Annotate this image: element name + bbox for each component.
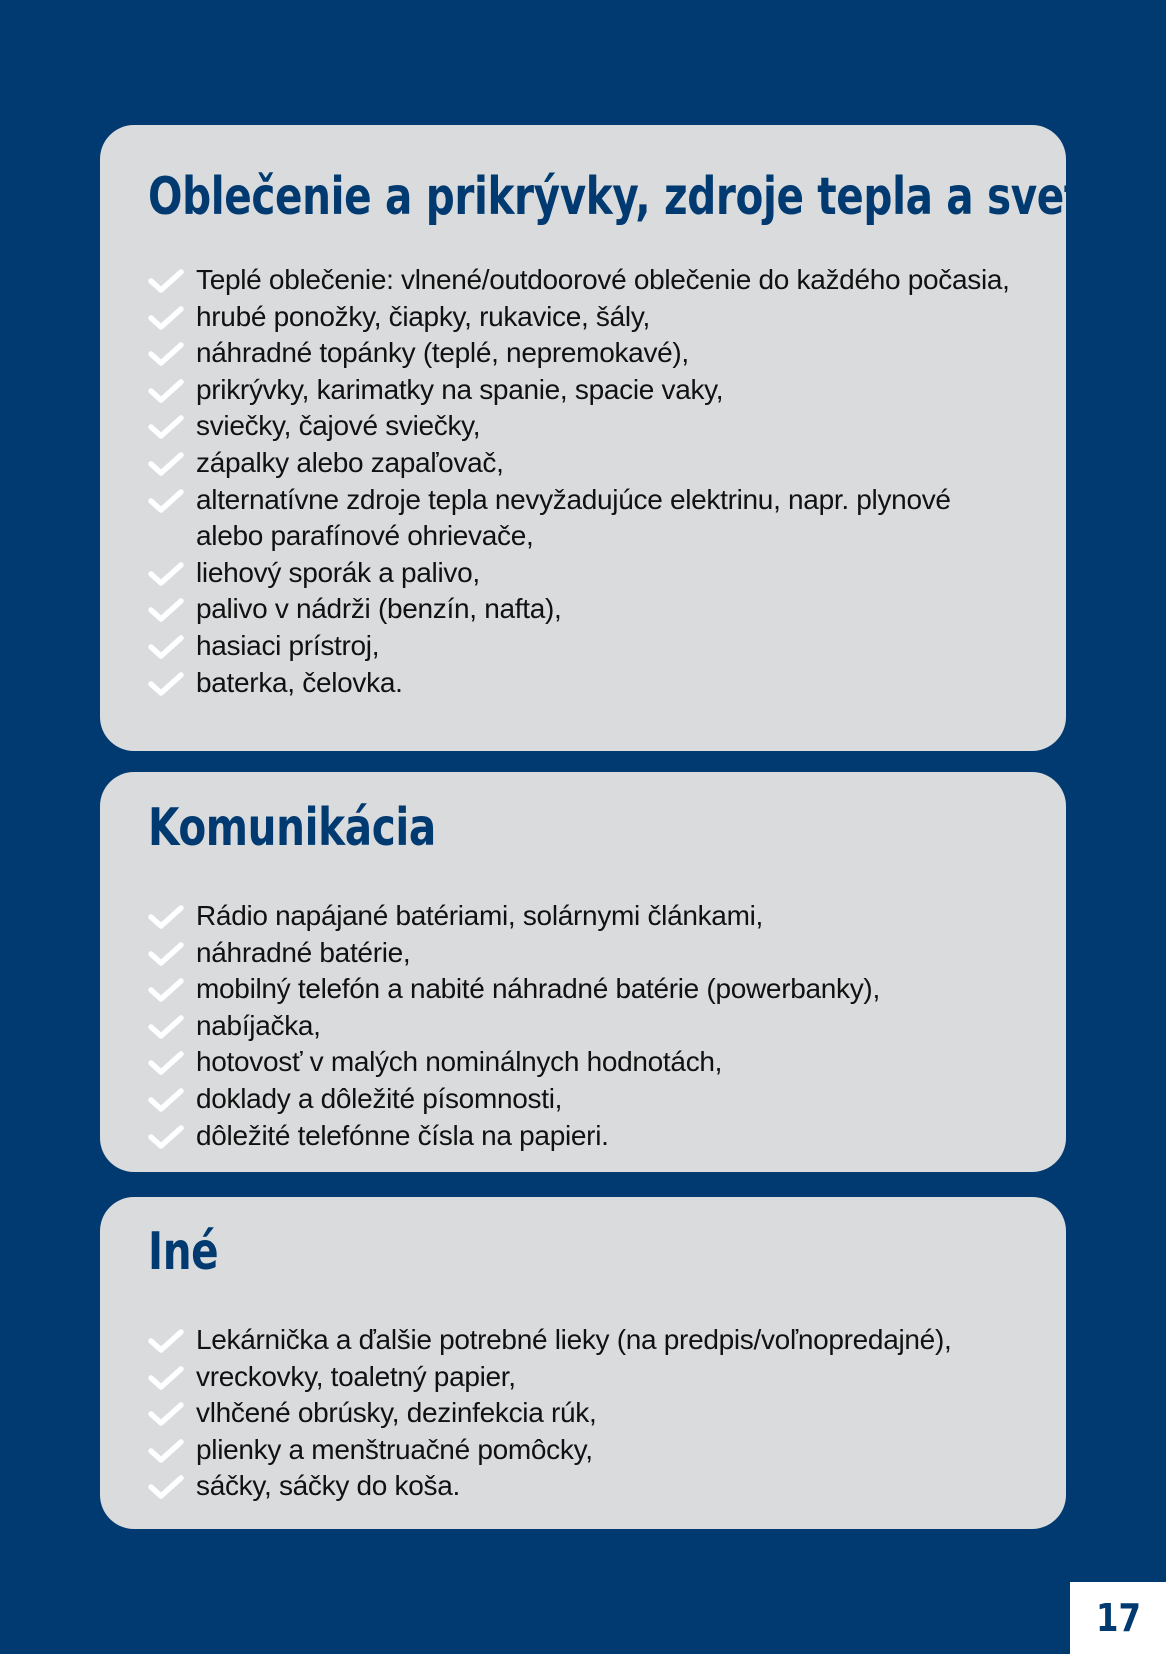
checklist-item-text: baterka, čelovka. [196,666,403,698]
check-icon [148,488,184,514]
checklist [148,898,1046,1154]
check-icon [148,1474,184,1500]
check-icon [148,904,184,930]
check-icon [148,1014,184,1040]
check-icon [148,634,184,660]
checklist-item-text: Rádio napájané batériami, solárnymi článkami, [196,900,764,931]
check-icon [148,378,184,404]
check-icon [148,1124,184,1150]
checklist-item [148,591,1046,628]
section-title: Oblečenie a prikrývky, zdroje tepla a svetla [148,167,1124,227]
page-number: 17 [1095,1596,1141,1640]
checklist-item [148,262,1046,299]
check-icon [148,1328,184,1354]
checklist-item [148,898,1046,935]
check-icon [148,561,184,587]
checklist-item [148,299,1046,336]
checklist-item [148,1118,1046,1155]
checklist-item [148,372,1046,409]
checklist-item-text: prikrývky, karimatky na spanie, spacie vaky, [196,373,724,405]
check-icon [148,941,184,967]
section-card-communication [100,772,1066,1172]
checklist-item-text: sviečky, čajové sviečky, [196,410,481,442]
checklist-item-text: palivo v nádrži (benzín, nafta), [196,593,562,625]
page-number-box [1070,1582,1166,1654]
check-icon [148,414,184,440]
checklist-item [148,935,1046,972]
checklist-item [148,1468,1046,1505]
checklist-item [148,1359,1046,1396]
checklist-item [148,555,1046,592]
checklist-item-text: nabíjačka, [196,1009,321,1041]
check-icon [148,671,184,697]
check-icon [148,1401,184,1427]
checklist-item [148,1008,1046,1045]
check-icon [148,1087,184,1113]
section-title: Iné [148,1222,219,1282]
check-icon [148,1438,184,1464]
checklist-item-text: zápalky alebo zapaľovač, [196,446,504,478]
checklist-item-text: hotovosť v malých nominálnych hodnotách, [196,1046,723,1078]
section-card-other [100,1197,1066,1529]
check-icon [148,1365,184,1391]
checklist-item [148,1395,1046,1432]
checklist-item-text: mobilný telefón a nabité náhradné batérie (powerbanky), [196,973,880,1005]
checklist-item-text: Teplé oblečenie: vlnené/outdoorové oblečenie do každého počasia, [196,264,1010,295]
section-title: Komunikácia [148,798,436,858]
checklist-item [148,1432,1046,1469]
checklist-item-text: hrubé ponožky, čiapky, rukavice, šály, [196,300,650,332]
checklist-item-text: hasiaci prístroj, [196,629,380,661]
checklist-item [148,408,1046,445]
checklist-item-text: náhradné topánky (teplé, nepremokavé), [196,337,689,369]
check-icon [148,597,184,623]
checklist-item-text: liehový sporák a palivo, [196,556,480,588]
check-icon [148,341,184,367]
check-icon [148,1050,184,1076]
checklist-item-text: vreckovky, toaletný papier, [196,1360,516,1392]
check-icon [148,305,184,331]
checklist-item [148,482,1046,555]
checklist-item [148,445,1046,482]
checklist-item [148,1044,1046,1081]
check-icon [148,451,184,477]
checklist-item [148,971,1046,1008]
checklist-item [148,665,1046,702]
checklist [148,262,1046,701]
checklist-item-text: náhradné batérie, [196,936,411,968]
check-icon [148,268,184,294]
checklist-item-text: Lekárnička a ďalšie potrebné lieky (na predpis/voľnopredajné), [196,1324,952,1355]
section-card-clothing-heat-light [100,125,1124,751]
checklist-item-text: plienky a menštruačné pomôcky, [196,1433,593,1465]
checklist-item-text: doklady a dôležité písomnosti, [196,1082,563,1114]
checklist-item-text: alternatívne zdroje tepla nevyžadujúce elektrinu, napr. plynové alebo parafínové ohrievače, [196,483,951,552]
checklist-item [148,1322,1046,1359]
checklist-item [148,628,1046,665]
checklist-item-text: dôležité telefónne čísla na papieri. [196,1119,609,1151]
checklist [148,1322,1046,1505]
checklist-item [148,1081,1046,1118]
checklist-item-text: sáčky, sáčky do koša. [196,1470,460,1502]
checklist-item-text: vlhčené obrúsky, dezinfekcia rúk, [196,1397,597,1429]
check-icon [148,977,184,1003]
checklist-item [148,335,1046,372]
